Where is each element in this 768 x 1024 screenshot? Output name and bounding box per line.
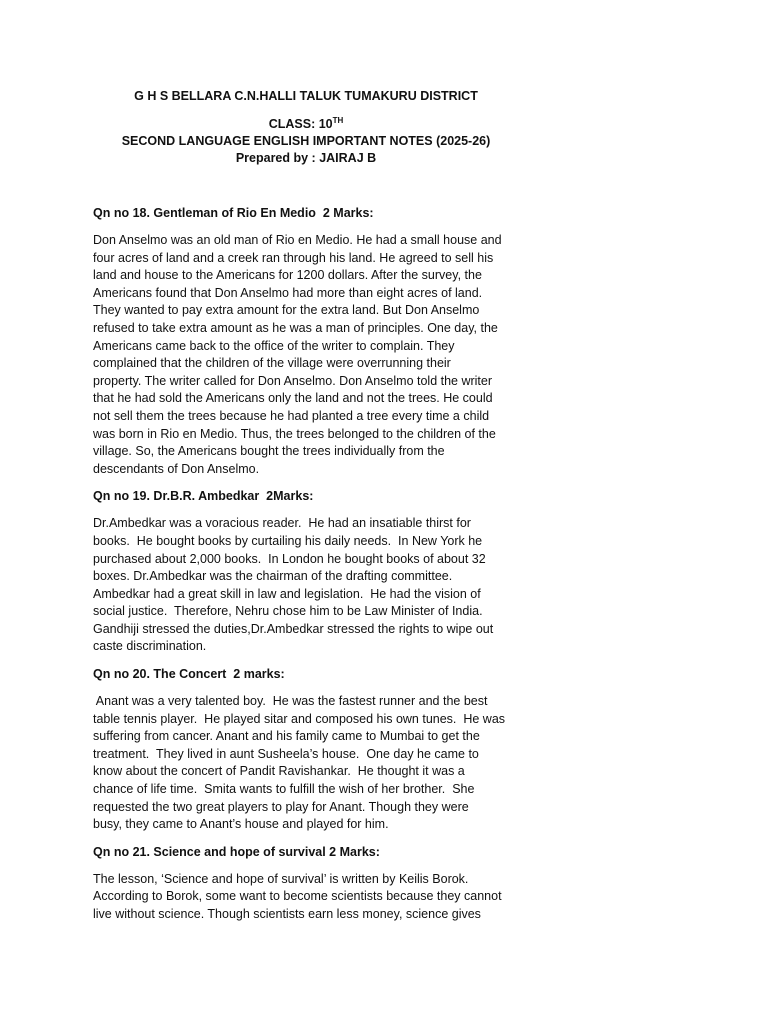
text-line: suffering from cancer. Anant and his family came to Mumbai to get the [93, 729, 480, 744]
text-line: busy, they came to Anant’s house and played for him. [93, 817, 389, 832]
question-20-answer [93, 693, 523, 834]
prepared-by-heading: Prepared by : JAIRAJ B [235, 151, 377, 165]
text-line: Don Anselmo was an old man of Rio en Medio. He had a small house and [93, 233, 502, 247]
text-line: Americans came back to the office of the writer to complain. They [93, 338, 455, 353]
text-line: was born in Rio en Medio. Thus, the trees belonged to the children of the [93, 426, 496, 441]
text-line: table tennis player. He played sitar and composed his own tunes. He was [93, 711, 506, 726]
text-line: caste discrimination. [93, 639, 207, 654]
text-line: four acres of land and a creek ran through his land. He agreed to sell his [93, 250, 494, 265]
notes-content [93, 205, 523, 934]
class-heading [0, 116, 612, 133]
text-line: Anant was a very talented boy. He was the fastest runner and the best [93, 694, 488, 709]
text-line: know about the concert of Pandit Ravishankar. He thought it was a [93, 764, 465, 779]
text-line: The lesson, ‘Science and hope of survival’ is written by Keilis Borok. [93, 871, 469, 886]
text-line: complained that the children of the village were overrunning their [93, 356, 451, 371]
text-line: Gandhiji stressed the duties,Dr.Ambedkar stressed the rights to wipe out [93, 621, 494, 636]
text-line: treatment. They lived in aunt Susheela’s house. One day he came to [93, 746, 479, 761]
question-21-title: Qn no 21. Science and hope of survival 2 Marks: [93, 844, 380, 859]
class-label: CLASS: 10 [268, 117, 333, 131]
text-line: chance of life time. Smita wants to fulfill the wish of her brother. She [93, 782, 475, 797]
text-line: Ambedkar had a great skill in law and legislation. He had the vision of [93, 586, 481, 601]
text-line: land and house to the Americans for 1200 dollars. After the survey, the [93, 268, 482, 283]
school-heading: G H S BELLARA C.N.HALLI TALUK TUMAKURU DISTRICT [134, 89, 478, 103]
question-19-answer [93, 515, 523, 656]
text-line: purchased about 2,000 books. In London he bought books of about 32 [93, 551, 486, 566]
text-line: requested the two great players to play for Anant. Though they were [93, 799, 469, 814]
text-line: books. He bought books by curtailing his daily needs. In New York he [93, 533, 483, 548]
text-line: Dr.Ambedkar was a voracious reader. He had an insatiable thirst for [93, 516, 471, 531]
text-line: Americans found that Don Anselmo had more than eight acres of land. [93, 285, 483, 300]
text-line: refused to take extra amount as he was a man of principles. One day, the [93, 320, 498, 335]
text-line: property. The writer called for Don Anselmo. Don Anselmo told the writer [93, 373, 493, 388]
text-line: not sell them the trees because he had planted a tree every time a child [93, 408, 490, 423]
question-20-title: Qn no 20. The Concert 2 marks: [93, 667, 285, 682]
text-line: social justice. Therefore, Nehru chose him to be Law Minister of India. [93, 604, 483, 619]
text-line: descendants of Don Anselmo. [93, 461, 260, 476]
text-line: They wanted to pay extra amount for the extra land. But Don Anselmo [93, 303, 480, 318]
question-18-title: Qn no 18. Gentleman of Rio En Medio 2 Marks: [93, 206, 374, 220]
text-line: According to Borok, some want to become scientists because they cannot [93, 889, 502, 904]
text-line: boxes. Dr.Ambedkar was the chairman of the drafting committee. [93, 569, 453, 584]
text-line: that he had sold the Americans only the land and not the trees. He could [93, 391, 493, 406]
subject-heading: SECOND LANGUAGE ENGLISH IMPORTANT NOTES (2025-26) [121, 134, 491, 148]
question-21-answer [93, 871, 523, 924]
text-line: live without science. Though scientists earn less money, science gives [93, 907, 481, 921]
class-superscript: TH [332, 115, 344, 125]
text-line: village. So, the Americans bought the trees individually from the [93, 444, 445, 459]
question-19-title: Qn no 19. Dr.B.R. Ambedkar 2Marks: [93, 489, 314, 504]
question-18-answer [93, 232, 523, 478]
